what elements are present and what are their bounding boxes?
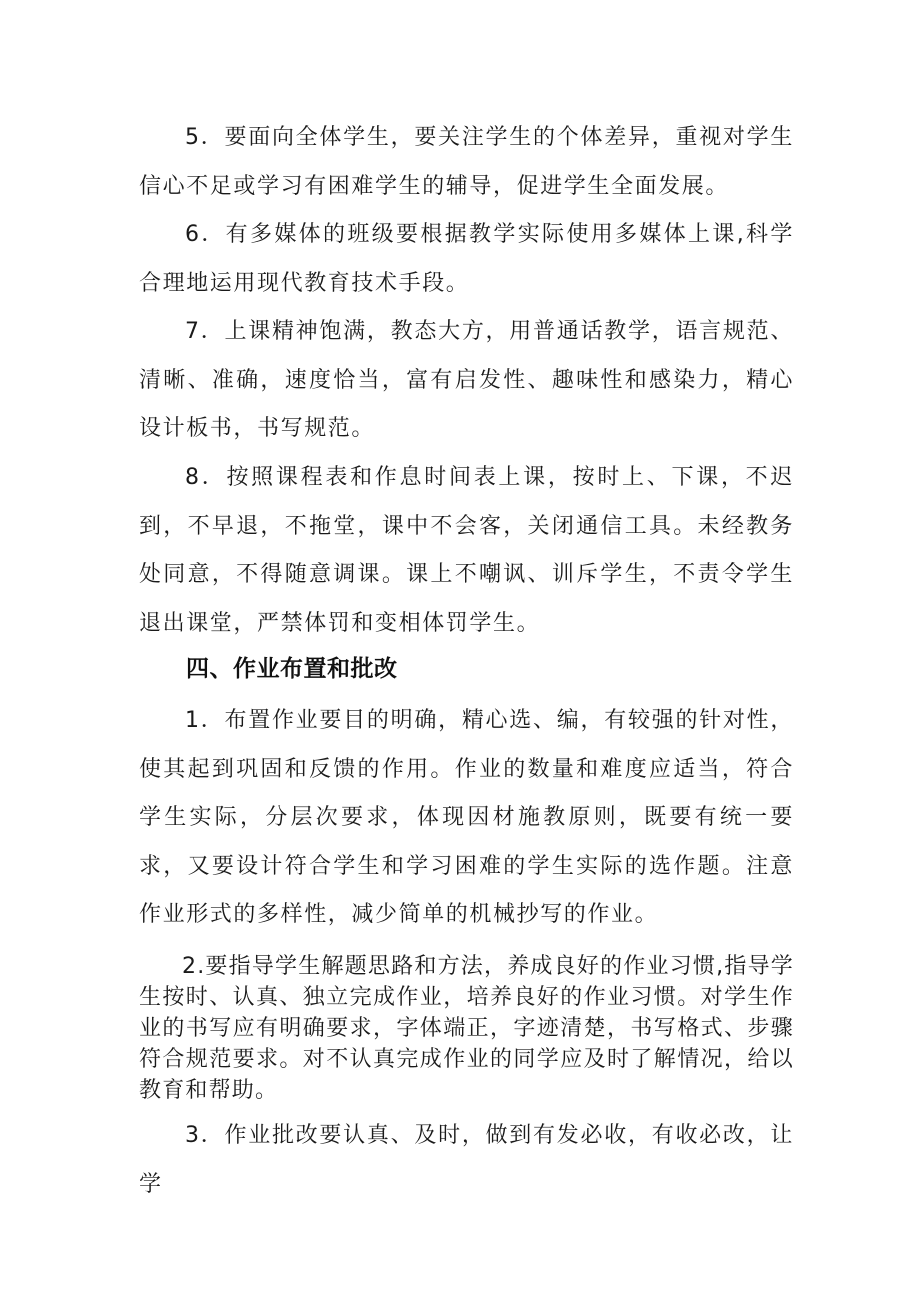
paragraph-item-8: 8．按照课程表和作息时间表上课，按时上、下课，不迟到，不早退，不拖堂，课中不会客，关闭通信工具。未经教务处同意，不得随意调课。课上不嘲讽、训斥学生，不责令学生退出课堂，严禁体罚和变相体罚学生。 [139, 465, 794, 636]
paragraph-item-7: 7．上课精神饱满，教态大方，用普通话教学，语言规范、清晰、准确，速度恰当，富有启发性、趣味性和感染力，精心设计板书，书写规范。 [139, 319, 794, 441]
homework-paragraph-3: 3．作业批改要认真、及时，做到有发必收，有收必改，让学 [139, 1123, 794, 1197]
paragraph-item-6: 6．有多媒体的班级要根据教学实际使用多媒体上课,科学合理地运用现代教育技术手段。 [139, 222, 794, 296]
homework-paragraph-2: 2.要指导学生解题思路和方法，养成良好的作业习惯,指导学生按时、认真、独立完成作业，培养良好的作业习惯。对学生作业的书写应有明确要求，字体端正，字迹清楚，书写格式、步骤符合规范要求。对不认真完成作业的同学应及时了解情况，给以教育和帮助。 [139, 954, 794, 1103]
section-heading: 四、作业布置和批改 [186, 656, 398, 682]
homework-paragraph-1: 1．布置作业要目的明确，精心选、编，有较强的针对性，使其起到巩固和反馈的作用。作业的数量和难度应适当，符合学生实际，分层次要求，体现因材施教原则，既要有统一要求，又要设计符合学生和学习困难的学生实际的选作题。注意作业形式的多样性，减少简单的机械抄写的作业。 [139, 708, 794, 927]
paragraph-item-5: 5．要面向全体学生，要关注学生的个体差异，重视对学生信心不足或学习有困难学生的辅导，促进学生全面发展。 [139, 125, 794, 199]
